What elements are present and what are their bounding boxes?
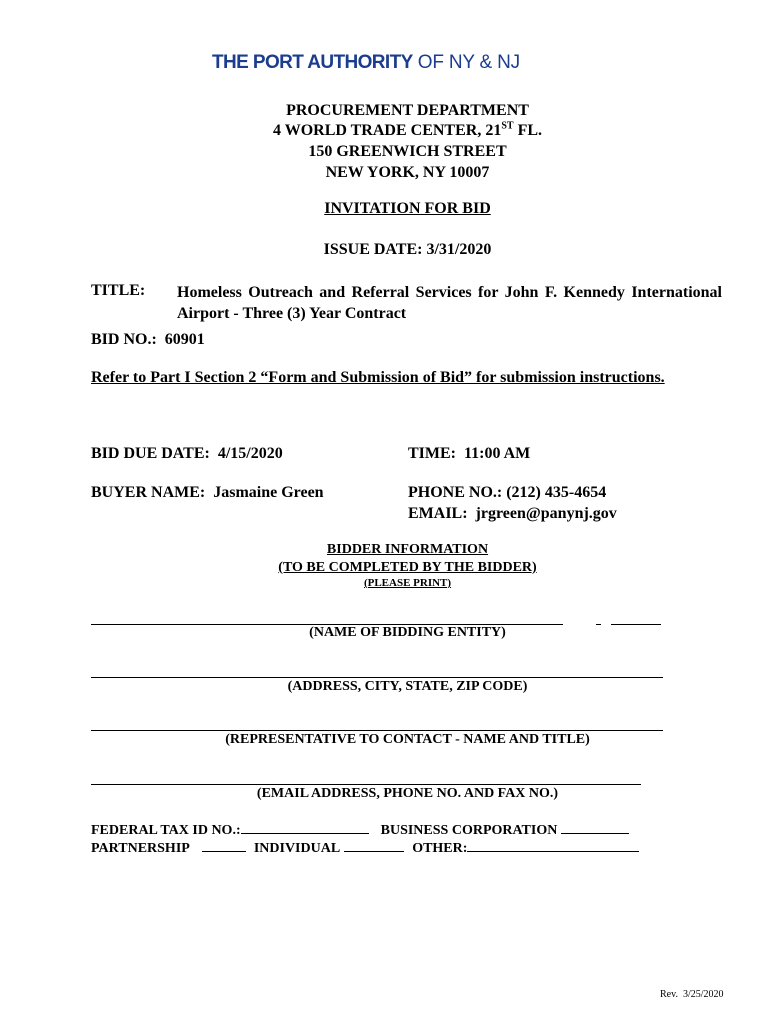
address-line[interactable] (91, 677, 663, 678)
title-label: TITLE: (91, 282, 146, 299)
other-field[interactable] (467, 839, 639, 852)
contact-caption: (EMAIL ADDRESS, PHONE NO. AND FAX NO.) (256, 786, 559, 801)
title-value: Homeless Outreach and Referral Services for John F. Kennedy International Airport - Three (3) Year Contract (177, 284, 722, 322)
other-label: OTHER: (412, 841, 468, 856)
address-line-1-sup: ST (501, 120, 514, 132)
buyer-phone: PHONE NO.: (212) 435-4654 (408, 484, 607, 501)
bidder-info-subheading: (TO BE COMPLETED BY THE BIDDER) (278, 560, 537, 575)
federal-tax-id-label: FEDERAL TAX ID NO.: (91, 823, 241, 838)
address-line-3: NEW YORK, NY 10007 (325, 164, 490, 181)
department-name: PROCUREMENT DEPARTMENT (286, 102, 529, 119)
logo-bold-text: THE PORT AUTHORITY (212, 52, 413, 73)
issue-date: ISSUE DATE: 3/31/2020 (323, 241, 492, 258)
business-corporation-field[interactable] (561, 821, 629, 834)
bid-due-date: BID DUE DATE: 4/15/2020 (91, 445, 283, 462)
port-authority-logo (212, 52, 520, 74)
please-print-note: (PLEASE PRINT) (363, 577, 452, 589)
address-line-1-post: FL. (513, 122, 543, 139)
buyer-email: EMAIL: jrgreen@panynj.gov (408, 505, 617, 522)
representative-line[interactable] (91, 730, 663, 731)
buyer-name: BUYER NAME: Jasmaine Green (91, 484, 324, 501)
invitation-heading: INVITATION FOR BID (324, 200, 491, 217)
address-caption: (ADDRESS, CITY, STATE, ZIP CODE) (287, 679, 528, 694)
representative-caption: (REPRESENTATIVE TO CONTACT - NAME AND TITLE) (225, 732, 590, 747)
individual-field[interactable] (344, 839, 404, 852)
due-time: TIME: 11:00 AM (408, 445, 531, 462)
business-corporation-label: BUSINESS CORPORATION (380, 823, 558, 838)
individual-label: INDIVIDUAL (253, 841, 341, 856)
bidder-info-heading: BIDDER INFORMATION (326, 542, 489, 557)
submission-instructions-note: Refer to Part I Section 2 “Form and Submission of Bid” for submission instructions. (91, 369, 665, 386)
address-line-2: 150 GREENWICH STREET (308, 143, 507, 160)
contact-line[interactable] (91, 784, 641, 785)
logo-light-text: OF NY & NJ (417, 52, 520, 73)
address-line-1 (0, 121, 770, 141)
entity-caption: (NAME OF BIDDING ENTITY) (309, 625, 506, 640)
tax-id-row (91, 821, 629, 839)
bid-number: BID NO.: 60901 (91, 331, 205, 348)
federal-tax-id-field[interactable] (241, 821, 369, 834)
address-line-1-pre: 4 WORLD TRADE CENTER, 21 (272, 122, 502, 139)
partnership-label: PARTNERSHIP (91, 841, 190, 856)
entity-type-row (91, 839, 639, 857)
partnership-field[interactable] (202, 839, 246, 852)
revision-date: Rev. 3/25/2020 (660, 989, 724, 1000)
